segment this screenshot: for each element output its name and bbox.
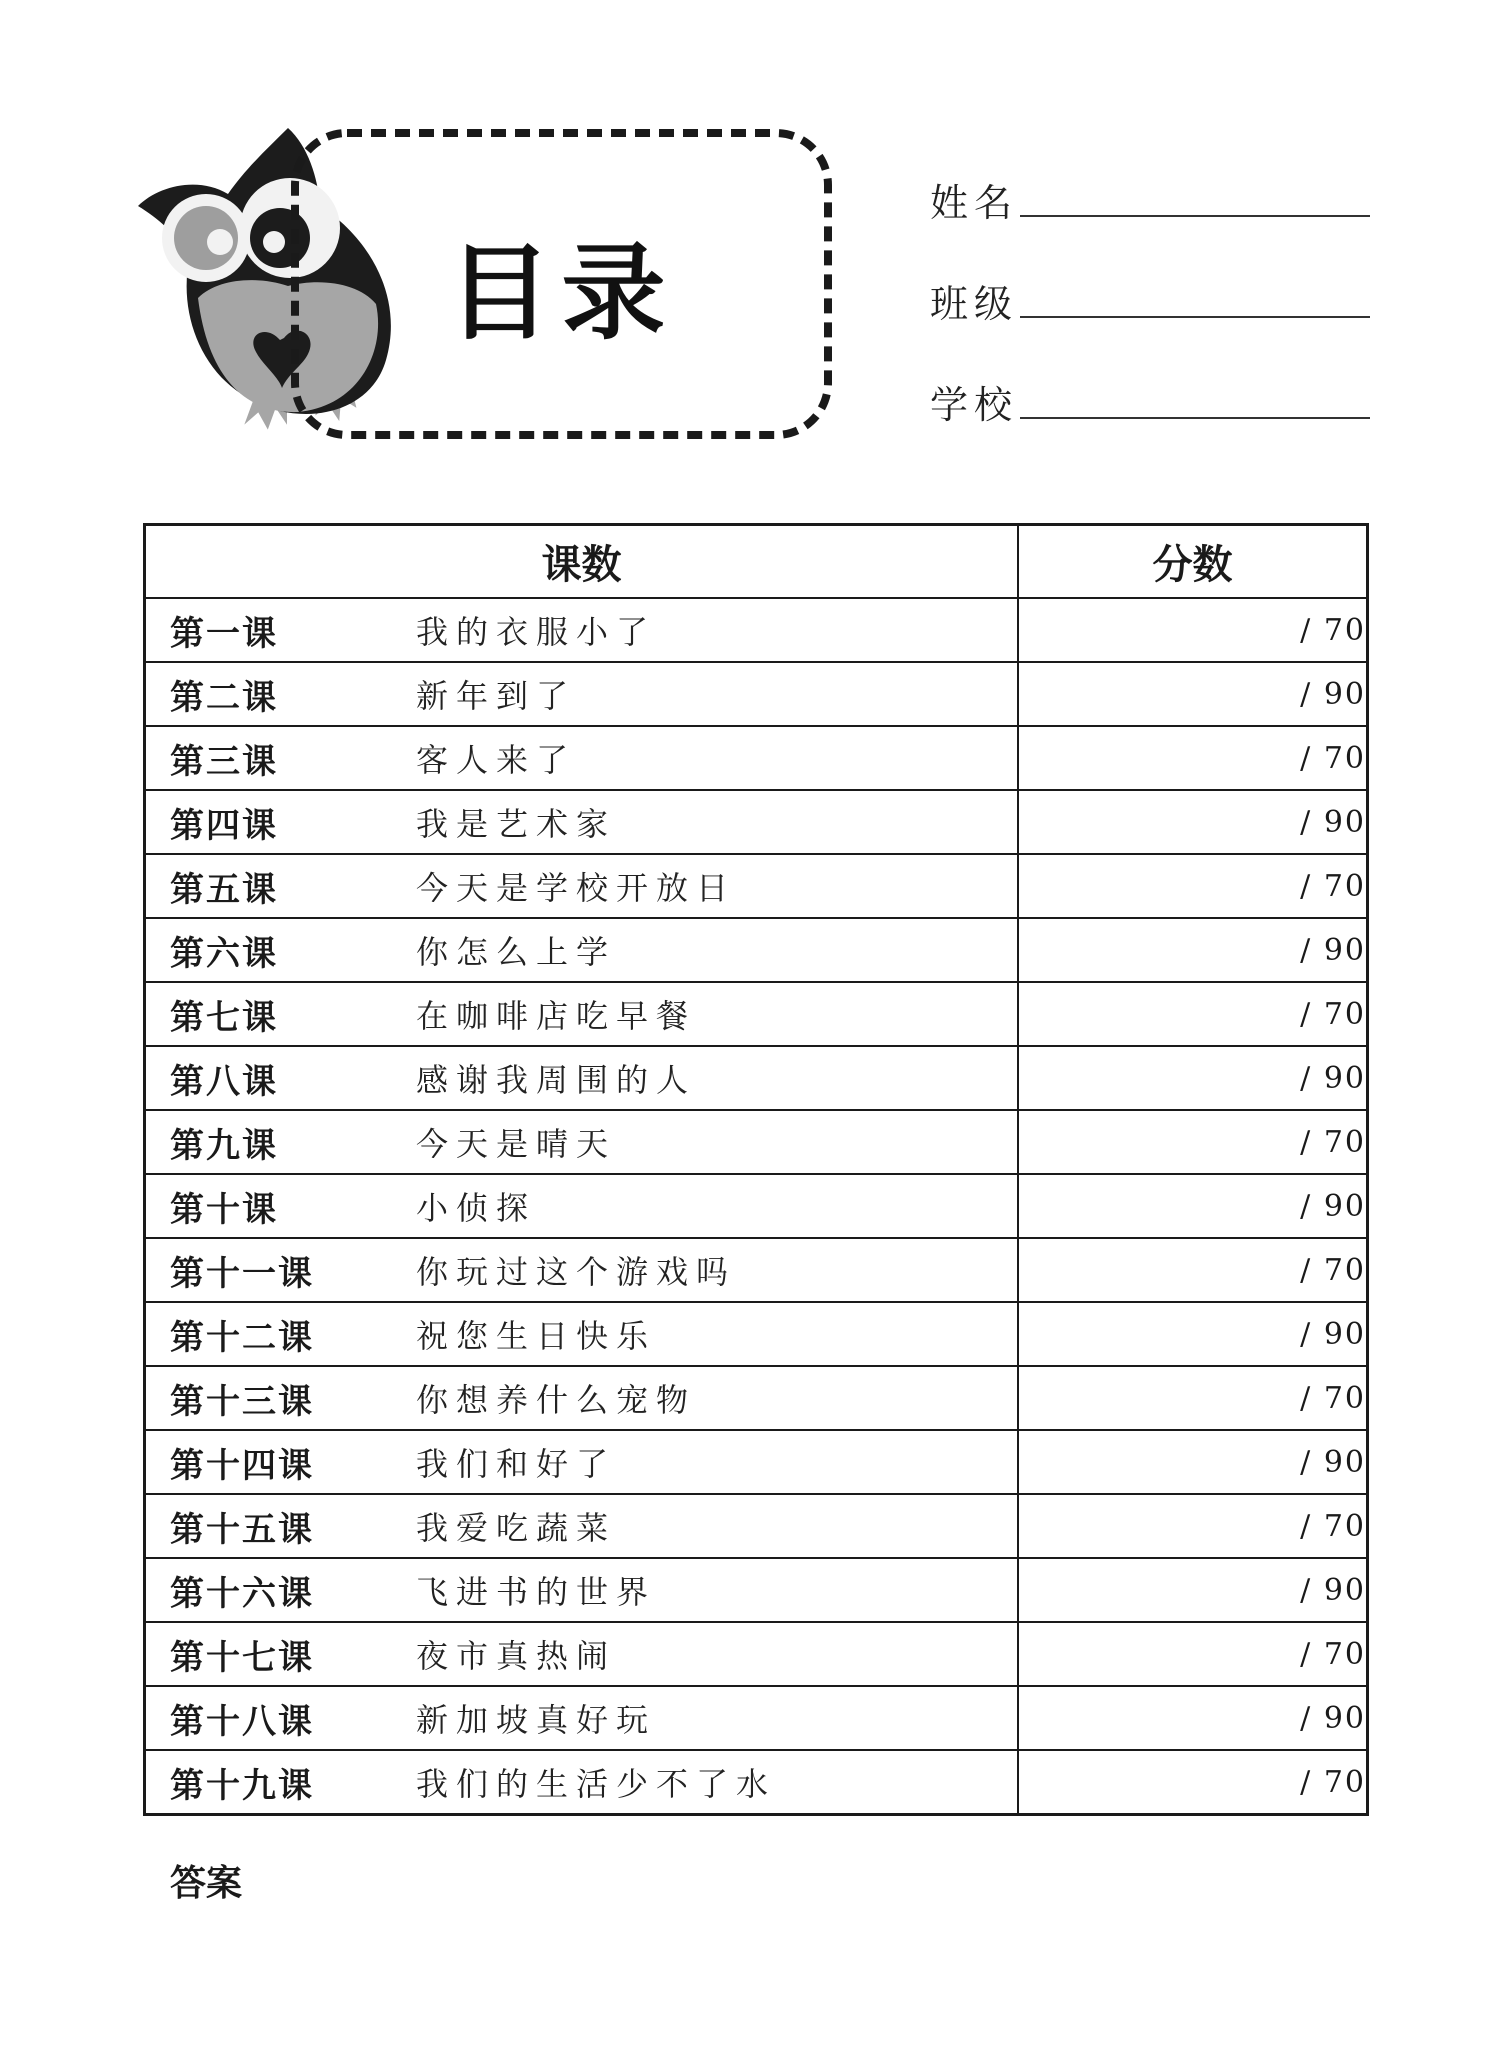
table-row xyxy=(145,1110,1368,1174)
lesson-title: 飞进书的世界 xyxy=(416,1573,657,1611)
score-cell: / 70 xyxy=(1018,1494,1367,1558)
table-row xyxy=(145,790,1368,854)
score-cell: / 90 xyxy=(1018,1046,1367,1110)
lesson-cell xyxy=(145,726,1019,790)
lesson-title: 感谢我周围的人 xyxy=(416,1061,697,1099)
table-row xyxy=(145,982,1368,1046)
lesson-title: 我们的生活少不了水 xyxy=(416,1765,777,1803)
page-title: 目录 xyxy=(447,232,676,354)
lesson-cell xyxy=(145,1622,1019,1686)
score-cell: / 70 xyxy=(1018,1750,1367,1815)
table-row xyxy=(145,854,1368,918)
score-cell: / 90 xyxy=(1018,1430,1367,1494)
score-cell: / 90 xyxy=(1018,1686,1367,1750)
lesson-title: 我是艺术家 xyxy=(416,805,617,843)
lesson-title: 今天是晴天 xyxy=(416,1125,617,1163)
lesson-cell xyxy=(145,1174,1019,1238)
contents-table xyxy=(143,523,1369,1816)
table-row xyxy=(145,662,1368,726)
lesson-number: 第一课 xyxy=(170,613,278,654)
table-row xyxy=(145,1238,1368,1302)
score-cell: / 70 xyxy=(1018,982,1367,1046)
score-cell: / 70 xyxy=(1018,726,1367,790)
lesson-cell xyxy=(145,1238,1019,1302)
lesson-title: 你想养什么宠物 xyxy=(416,1381,697,1419)
score-cell: / 90 xyxy=(1018,1302,1367,1366)
lesson-cell xyxy=(145,1558,1019,1622)
score-cell: / 70 xyxy=(1018,1622,1367,1686)
lesson-cell xyxy=(145,854,1019,918)
answers-section-label: 答案 xyxy=(170,1863,243,1904)
lesson-number: 第五课 xyxy=(170,869,278,910)
lesson-number: 第十三课 xyxy=(170,1381,314,1422)
lesson-title: 客人来了 xyxy=(416,741,577,779)
lesson-title: 今天是学校开放日 xyxy=(416,869,737,907)
lesson-title: 我们和好了 xyxy=(416,1445,617,1483)
lesson-cell xyxy=(145,1686,1019,1750)
school-field[interactable] xyxy=(930,377,1370,429)
table-row xyxy=(145,1366,1368,1430)
class-line xyxy=(1020,312,1370,318)
score-cell: / 70 xyxy=(1018,1110,1367,1174)
lesson-number: 第十五课 xyxy=(170,1509,314,1550)
table-row xyxy=(145,1558,1368,1622)
name-field[interactable] xyxy=(930,175,1370,227)
table-row xyxy=(145,1174,1368,1238)
lesson-number: 第三课 xyxy=(170,741,278,782)
lesson-number: 第九课 xyxy=(170,1125,278,1166)
lesson-number: 第十二课 xyxy=(170,1317,314,1358)
lesson-number: 第八课 xyxy=(170,1061,278,1102)
lesson-cell xyxy=(145,1302,1019,1366)
lesson-number: 第十七课 xyxy=(170,1637,314,1678)
table-row xyxy=(145,1302,1368,1366)
lesson-number: 第十课 xyxy=(170,1189,278,1230)
lesson-title: 在咖啡店吃早餐 xyxy=(416,997,697,1035)
lesson-cell xyxy=(145,1046,1019,1110)
lesson-number: 第七课 xyxy=(170,997,278,1038)
lesson-title: 新年到了 xyxy=(416,677,577,715)
table-row xyxy=(145,726,1368,790)
table-row xyxy=(145,918,1368,982)
lesson-title: 你怎么上学 xyxy=(416,933,617,971)
lesson-title: 我爱吃蔬菜 xyxy=(416,1509,617,1547)
lesson-title: 新加坡真好玩 xyxy=(416,1701,657,1739)
score-cell: / 90 xyxy=(1018,1174,1367,1238)
class-label: 班级 xyxy=(930,282,1019,326)
table-row xyxy=(145,1430,1368,1494)
lesson-cell xyxy=(145,1430,1019,1494)
score-cell: / 70 xyxy=(1018,1366,1367,1430)
name-label: 姓名 xyxy=(930,181,1019,225)
score-cell: / 90 xyxy=(1018,918,1367,982)
score-cell: / 70 xyxy=(1018,854,1367,918)
lesson-title: 我的衣服小了 xyxy=(416,613,657,651)
lesson-cell xyxy=(145,1750,1019,1815)
student-info xyxy=(930,175,1370,478)
table-row xyxy=(145,1046,1368,1110)
score-cell: / 90 xyxy=(1018,662,1367,726)
lesson-number: 第四课 xyxy=(170,805,278,846)
score-cell: / 90 xyxy=(1018,790,1367,854)
lesson-cell xyxy=(145,918,1019,982)
lesson-column-header: 课数 xyxy=(145,525,1019,599)
lesson-title: 夜市真热闹 xyxy=(416,1637,617,1675)
score-cell: / 70 xyxy=(1018,598,1367,662)
school-label: 学校 xyxy=(930,383,1019,427)
lesson-number: 第十一课 xyxy=(170,1253,314,1294)
school-line xyxy=(1020,413,1370,419)
lesson-number: 第十六课 xyxy=(170,1573,314,1614)
class-field[interactable] xyxy=(930,276,1370,328)
lesson-cell xyxy=(145,982,1019,1046)
lesson-cell xyxy=(145,1366,1019,1430)
lesson-number: 第六课 xyxy=(170,933,278,974)
lesson-number: 第十八课 xyxy=(170,1701,314,1742)
lesson-cell xyxy=(145,1494,1019,1558)
lesson-cell xyxy=(145,790,1019,854)
lesson-cell xyxy=(145,1110,1019,1174)
name-line xyxy=(1020,211,1370,217)
lesson-title: 祝您生日快乐 xyxy=(416,1317,657,1355)
table-header-row xyxy=(145,525,1368,599)
table-row xyxy=(145,1686,1368,1750)
score-cell: / 70 xyxy=(1018,1238,1367,1302)
table-row xyxy=(145,1750,1368,1815)
score-column-header: 分数 xyxy=(1018,525,1367,599)
lesson-number: 第十九课 xyxy=(170,1765,314,1806)
lesson-cell xyxy=(145,598,1019,662)
score-cell: / 90 xyxy=(1018,1558,1367,1622)
table-row xyxy=(145,1494,1368,1558)
lesson-number: 第二课 xyxy=(170,677,278,718)
lesson-number: 第十四课 xyxy=(170,1445,314,1486)
lesson-title: 小侦探 xyxy=(416,1189,537,1227)
table-row xyxy=(145,1622,1368,1686)
lesson-cell xyxy=(145,662,1019,726)
table-row xyxy=(145,598,1368,662)
lesson-title: 你玩过这个游戏吗 xyxy=(416,1253,737,1291)
